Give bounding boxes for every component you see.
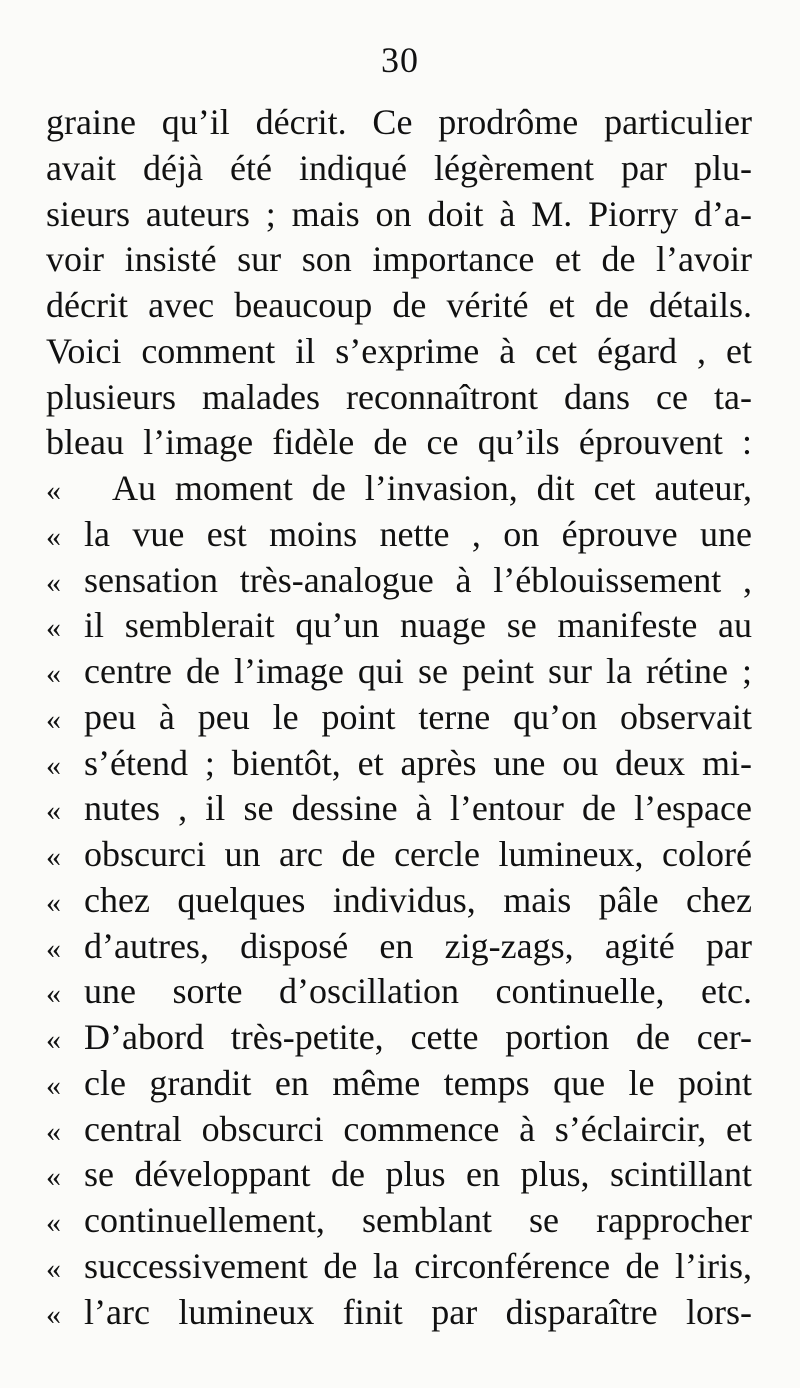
quoted-line <box>46 695 752 741</box>
text-line: bleau l’image fidèle de ce qu’ils éprouvent : <box>46 422 752 463</box>
quote-mark: « <box>46 1206 61 1239</box>
body-text <box>46 100 752 1335</box>
quoted-text: Au moment de l’invasion, dit cet auteur, <box>112 468 752 508</box>
quoted-line <box>46 878 752 924</box>
quote-mark: « <box>46 1114 61 1148</box>
quoted-text: la vue est moins nette , on éprouve une <box>84 513 752 554</box>
text-line: sieurs auteurs ; mais on doit à M. Piorry d’a- <box>46 193 752 234</box>
quoted-line <box>46 1244 752 1290</box>
quote-mark: « <box>46 931 61 965</box>
quote-mark: « <box>46 840 61 873</box>
quoted-line <box>46 741 752 787</box>
quoted-text: se développant de plus en plus, scintillant <box>84 1154 752 1195</box>
quoted-text: central obscurci commence à s’éclaircir, et <box>84 1108 752 1149</box>
text-line: avait déjà été indiqué légèrement par plu- <box>46 147 752 188</box>
quoted-text: sensation très-analogue à l’éblouissement , <box>84 559 752 600</box>
text-line: voir insisté sur son importance et de l’avoir <box>46 239 752 280</box>
quoted-line <box>46 1152 752 1198</box>
text-line: Voici comment il s’exprime à cet égard , et <box>46 330 752 371</box>
quote-mark: « <box>46 1297 61 1331</box>
quoted-text: centre de l’image qui se peint sur la rétine ; <box>84 651 752 691</box>
quote-mark: « <box>46 1160 61 1194</box>
quoted-line <box>46 466 752 512</box>
quote-mark: « <box>46 519 61 553</box>
quoted-line <box>46 1061 752 1107</box>
quoted-line <box>46 1290 752 1336</box>
quoted-line <box>46 512 752 558</box>
quoted-line <box>46 969 752 1015</box>
quote-mark: « <box>46 794 61 828</box>
quoted-text: successivement de la circonférence de l’iris, <box>84 1245 752 1286</box>
quoted-text: l’arc lumineux finit par disparaître lors- <box>84 1291 752 1332</box>
quote-mark: « <box>46 977 61 1011</box>
quoted-text: peu à peu le point terne qu’on observait <box>84 696 752 737</box>
quote-mark: « <box>46 1251 61 1285</box>
quoted-text: continuellement, semblant se rapprocher <box>84 1200 752 1240</box>
quoted-text: obscurci un arc de cercle lumineux, coloré <box>84 834 752 874</box>
quoted-text: d’autres, disposé en zig-zags, agité par <box>84 925 752 966</box>
quoted-line <box>46 924 752 970</box>
quoted-line <box>46 1015 752 1061</box>
quoted-text: une sorte d’oscillation continuelle, etc. <box>84 971 752 1012</box>
quote-mark: « <box>46 611 61 645</box>
quoted-line <box>46 1198 752 1244</box>
text-line: décrit avec beaucoup de vérité et de détails. <box>46 285 752 325</box>
quoted-line <box>46 649 752 695</box>
quote-mark: « <box>46 702 61 736</box>
quoted-line <box>46 558 752 604</box>
quote-mark: « <box>46 474 61 507</box>
text-line: plusieurs malades reconnaîtront dans ce ta- <box>46 376 752 417</box>
quoted-line <box>46 786 752 832</box>
page-number: 30 <box>381 40 419 80</box>
quote-mark: « <box>46 748 61 782</box>
quote-mark: « <box>46 1068 61 1102</box>
quote-mark: « <box>46 565 61 599</box>
quote-mark: « <box>46 1023 61 1056</box>
quoted-line <box>46 832 752 878</box>
quoted-line <box>46 603 752 649</box>
quoted-text: cle grandit en même temps que le point <box>84 1062 752 1103</box>
quote-mark: « <box>46 885 61 919</box>
quoted-text: D’abord très-petite, cette portion de cer- <box>84 1017 752 1057</box>
quoted-text: s’étend ; bientôt, et après une ou deux mi- <box>84 742 752 783</box>
quoted-line <box>46 1107 752 1153</box>
quoted-text: il semblerait qu’un nuage se manifeste au <box>84 605 752 646</box>
quoted-text: nutes , il se dessine à l’entour de l’espace <box>84 788 752 829</box>
text-line: graine qu’il décrit. Ce prodrôme particulier <box>46 102 752 142</box>
quoted-text: chez quelques individus, mais pâle chez <box>84 879 752 920</box>
quote-mark: « <box>46 657 61 690</box>
